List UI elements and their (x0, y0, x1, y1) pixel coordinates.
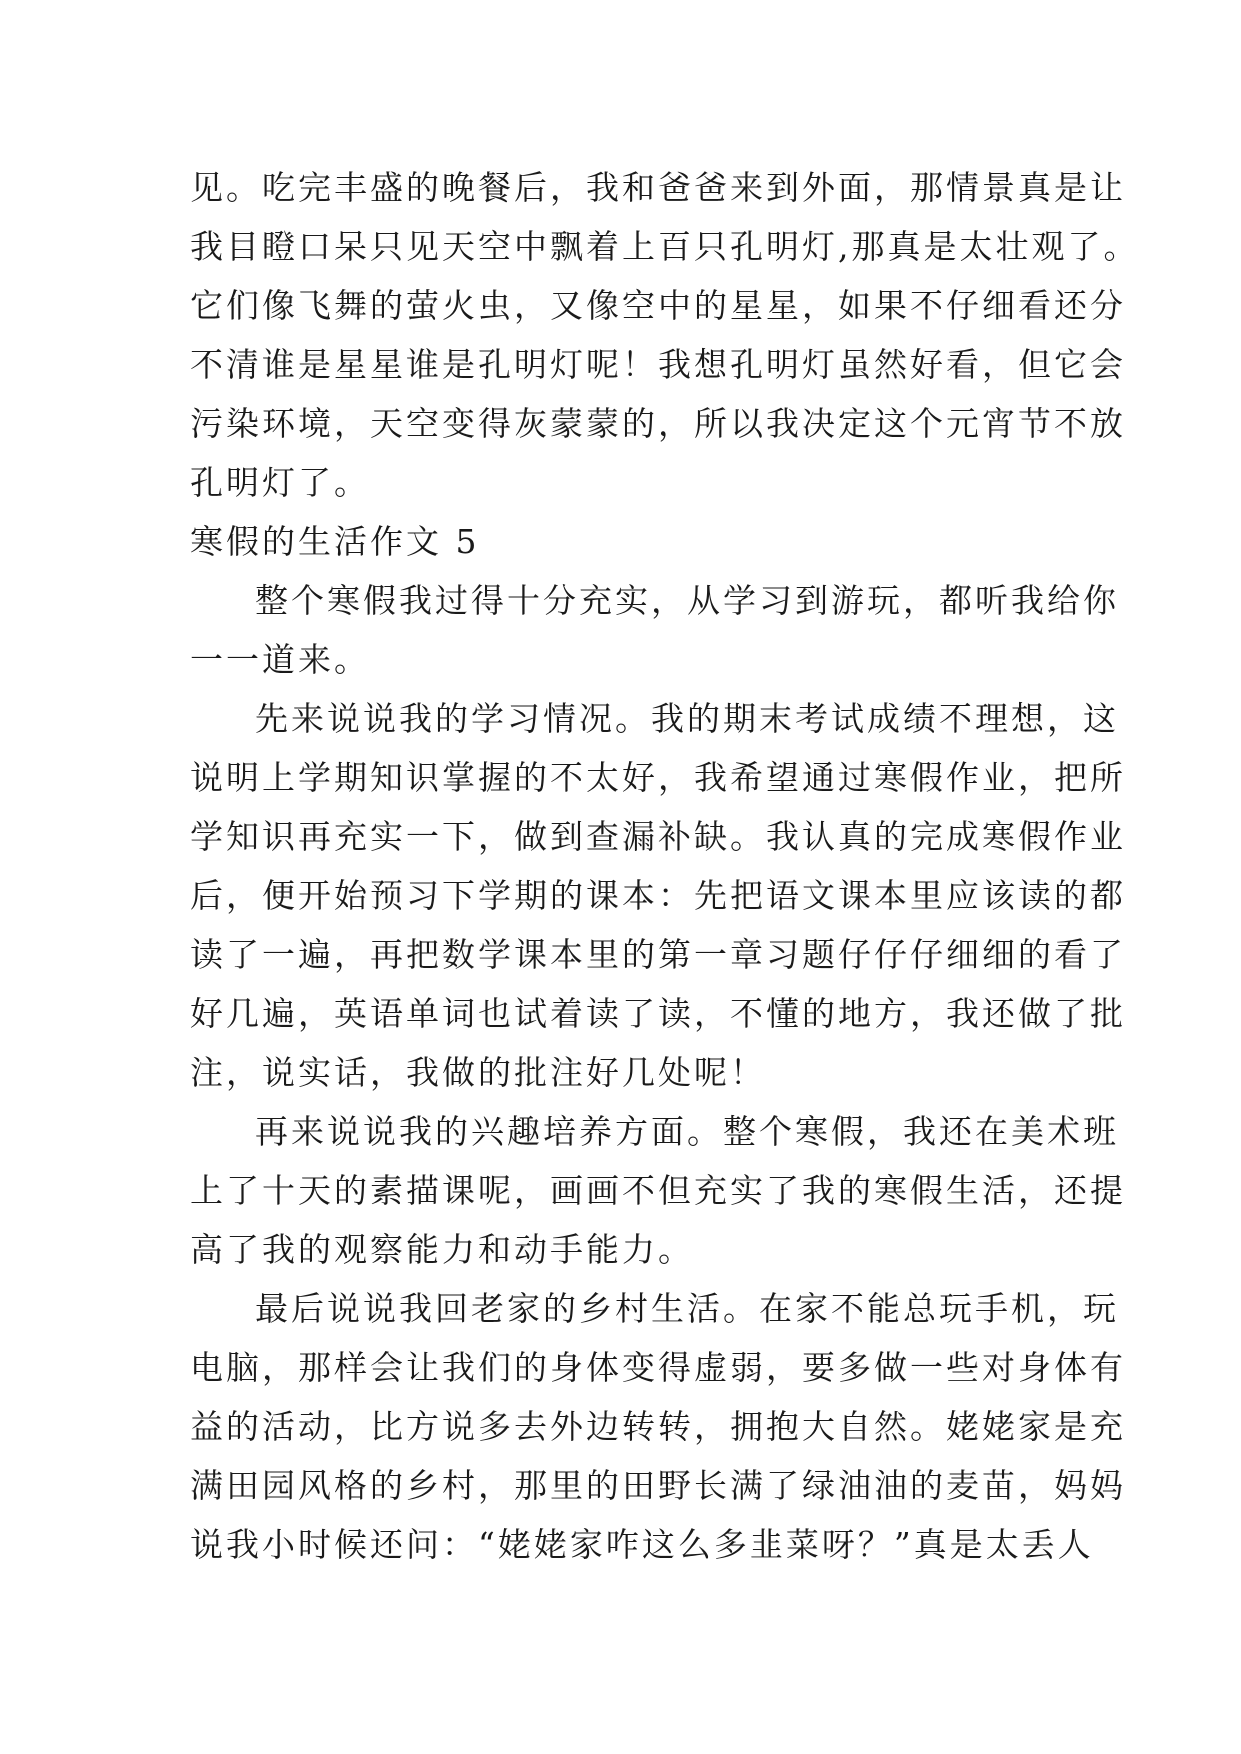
text-line: 它们像飞舞的萤火虫，又像空中的星星，如果不仔细看还分 (190, 286, 1126, 325)
text-line: 说我小时候还问：“姥姥家咋这么多韭菜呀？”真是太丢人 (190, 1525, 1094, 1564)
text-line: 一一道来。 (190, 640, 370, 679)
text-line: 后，便开始预习下学期的课本：先把语文课本里应该读的都 (190, 876, 1126, 915)
text-line: 注，说实话，我做的批注好几处呢！ (190, 1053, 766, 1092)
text-line: 说明上学期知识掌握的不太好，我希望通过寒假作业，把所 (190, 758, 1126, 797)
paragraph-first-line: 先来说说我的学习情况。我的期末考试成绩不理想，这 (255, 699, 1119, 738)
text-line: 好几遍，英语单词也试着读了读，不懂的地方，我还做了批 (190, 994, 1126, 1033)
paragraph-first-line: 最后说说我回老家的乡村生活。在家不能总玩手机，玩 (255, 1289, 1119, 1328)
text-line: 益的活动，比方说多去外边转转，拥抱大自然。姥姥家是充 (190, 1407, 1126, 1446)
text-line: 上了十天的素描课呢，画画不但充实了我的寒假生活，还提 (190, 1171, 1126, 1210)
text-line: 电脑，那样会让我们的身体变得虚弱，要多做一些对身体有 (190, 1348, 1126, 1387)
text-line: 读了一遍，再把数学课本里的第一章习题仔仔仔细细的看了 (190, 935, 1126, 974)
section-heading: 寒假的生活作文 5 (190, 522, 480, 561)
text-line: 不清谁是星星谁是孔明灯呢！我想孔明灯虽然好看，但它会 (190, 345, 1126, 384)
text-line: 学知识再充实一下，做到查漏补缺。我认真的完成寒假作业 (190, 817, 1126, 856)
text-line: 我目瞪口呆只见天空中飘着上百只孔明灯,那真是太壮观了。 (190, 227, 1140, 266)
text-line: 孔明灯了。 (190, 463, 370, 502)
paragraph-first-line: 整个寒假我过得十分充实，从学习到游玩，都听我给你 (255, 581, 1119, 620)
text-line: 污染环境，天空变得灰蒙蒙的，所以我决定这个元宵节不放 (190, 404, 1126, 443)
paragraph-first-line: 再来说说我的兴趣培养方面。整个寒假，我还在美术班 (255, 1112, 1119, 1151)
text-line: 高了我的观察能力和动手能力。 (190, 1230, 694, 1269)
text-line: 满田园风格的乡村，那里的田野长满了绿油油的麦苗，妈妈 (190, 1466, 1126, 1505)
text-line: 见。吃完丰盛的晚餐后，我和爸爸来到外面，那情景真是让 (190, 168, 1126, 207)
